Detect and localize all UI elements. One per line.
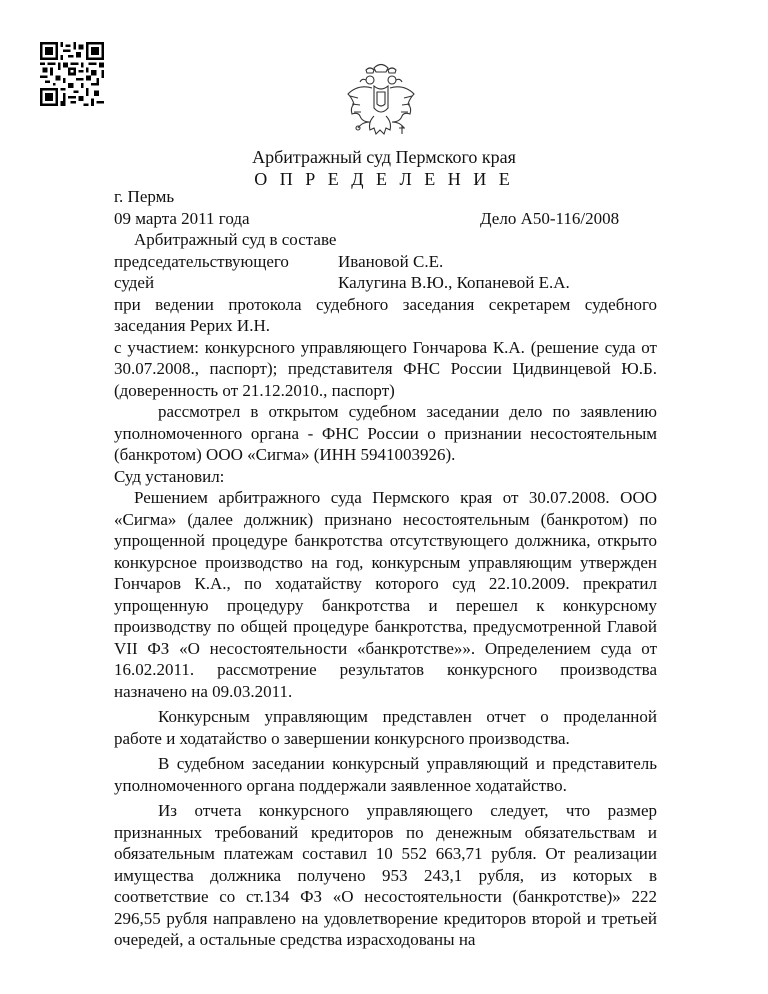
document-date: 09 марта 2011 года <box>114 208 250 228</box>
date-case-row <box>114 208 657 230</box>
document-type: О П Р Е Д Е Л Е Н И Е <box>254 169 514 189</box>
judges-row <box>114 272 657 294</box>
qr-code-icon <box>40 42 104 106</box>
city: г. Пермь <box>114 187 175 206</box>
chair-name: Ивановой С.Е. <box>338 251 444 271</box>
paragraph-4: Из отчета конкурсного управляющего следует, что размер признанных требований кредиторов по денежным обязательствам и обязательным платежам составил 10 552 663,71 рубля. От реализации имущества должника получено 953 243,1 рубля, из которых в соответствие со ст.134 ФЗ «О несостоятельности (банкротстве)» 222 296,55 рубля направлено на удовлетворение кредиторов второй и третьей очередей, а остальные средства израсходованы на <box>114 801 657 949</box>
court-established: Суд установил: <box>114 466 225 486</box>
composition-intro: Арбитражный суд в составе <box>134 230 337 249</box>
paragraph-3: В судебном заседании конкурсный управляющий и представитель уполномоченного органа поддержали заявленное ходатайство. <box>114 754 657 795</box>
paragraph-considered: рассмотрел в открытом судебном заседании дело по заявлению уполномоченного органа - ФНС России о признании несостоятельным (банкротом) ООО «Сигма» (ИНН 5941003926). <box>114 402 657 464</box>
document-body <box>114 186 657 951</box>
russian-coat-of-arms-icon <box>344 60 418 144</box>
paragraph-participants: с участием: конкурсного управляющего Гончарова К.А. (решение суда от 30.07.2008., паспорт); представителя ФНС России Цидвинцевой Ю.Б. (доверенность от 21.12.2010., паспорт) <box>114 337 657 400</box>
paragraph-1: Решением арбитражного суда Пермского края от 30.07.2008. ООО «Сигма» (далее должник) признано несостоятельным (банкротом) по упрощенной процедуре банкротства отсутствующего должника, открыто конкурсное производство на год, конкурсным управляющим утвержден Гончаров К.А., по ходатайству которого суд 22.10.2009. прекратил упрощенную процедуру банкротства и перешел к конкурсному производству по общей процедуре банкротства, предусмотренной Главой VII ФЗ «О несостоятельности «банкротстве»». Определением суда от 16.02.2011. рассмотрение результатов конкурсного производства назначено на 09.03.2011. <box>114 488 657 701</box>
paragraph-protocol: при ведении протокола судебного заседания секретарем судебного заседания Рерих И.Н. <box>114 294 657 335</box>
court-name: Арбитражный суд Пермского края <box>252 147 516 167</box>
judges-label: судей <box>114 273 155 292</box>
chair-row <box>114 251 657 273</box>
chair-label: председательствующего <box>114 251 289 271</box>
case-number: Дело А50-116/2008 <box>480 208 620 228</box>
judges-names: Калугина В.Ю., Копаневой Е.А. <box>338 273 570 292</box>
paragraph-2: Конкурсным управляющим представлен отчет о проделанной работе и ходатайство о завершении конкурсного производства. <box>114 707 657 748</box>
